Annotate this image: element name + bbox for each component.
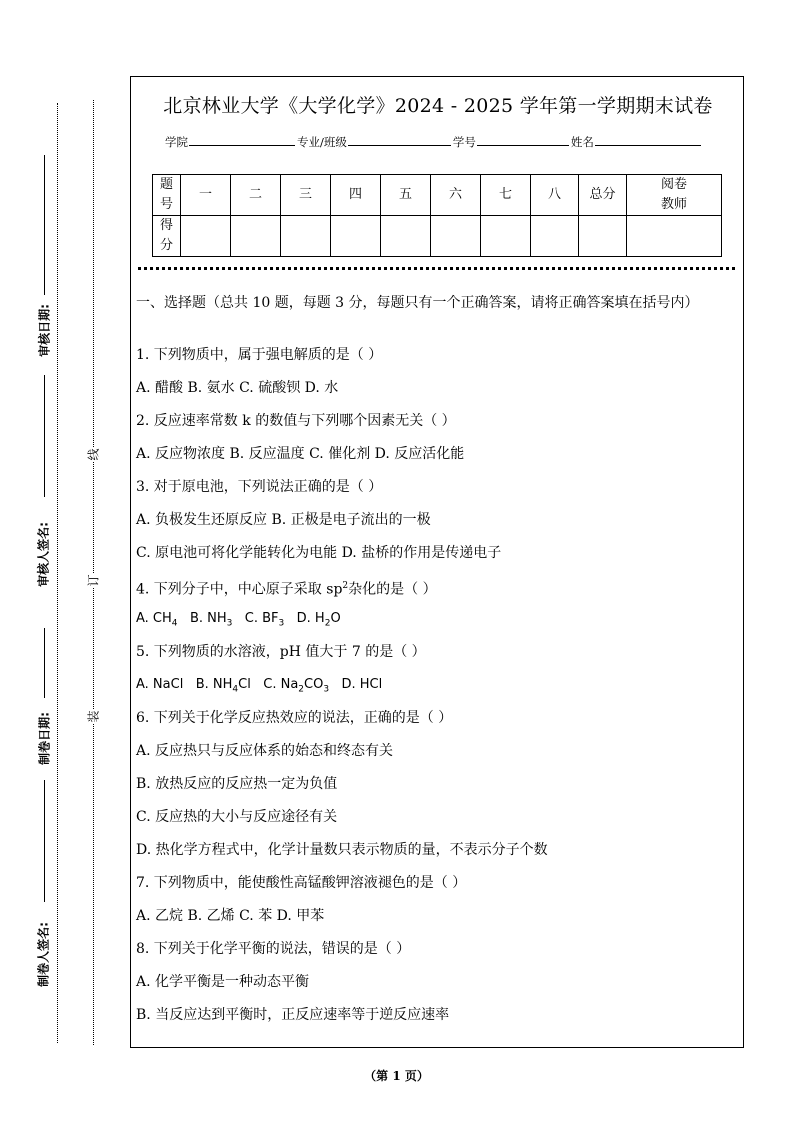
major-label: 专业/班级 <box>297 135 347 149</box>
question-6-option-b: B. 放热反应的反应热一定为负值 <box>136 776 338 792</box>
question-6-option-c: C. 反应热的大小与反应途径有关 <box>136 809 338 825</box>
reviewer-sign-label: 审核人签名: <box>36 522 51 587</box>
score-table-score-row <box>153 216 722 257</box>
student-id-field[interactable] <box>477 133 569 146</box>
maker-sign-underline <box>44 780 45 902</box>
question-7: 7. 下列物质中，能使酸性高锰酸钾溶液褪色的是（ ） <box>136 875 467 891</box>
maker-date-underline <box>44 628 45 698</box>
score-col-5: 五 <box>381 175 431 216</box>
major-field[interactable] <box>348 133 451 146</box>
score-table <box>152 174 722 257</box>
score-cell[interactable] <box>231 216 281 257</box>
binding-line-char: 线 <box>86 448 101 461</box>
score-col-8: 八 <box>531 175 579 216</box>
score-table-header-row <box>153 175 722 216</box>
reviewer-date-underline <box>44 155 45 295</box>
exam-title: 北京林业大学《大学化学》2024 - 2025 学年第一学期期末试卷 <box>163 95 713 117</box>
score-cell[interactable] <box>181 216 231 257</box>
score-col-3: 三 <box>281 175 331 216</box>
reviewer-sign-underline <box>44 375 45 497</box>
question-5-options: A. NaCl B. $NH_4Cl$ C. $Na_2CO_3$ D. HCl <box>136 677 383 695</box>
college-field[interactable] <box>189 133 295 146</box>
question-3-options-cd: C. 原电池可将化学能转化为电能 D. 盐桥的作用是传递电子 <box>136 545 502 561</box>
question-3-options-ab: A. 负极发生还原反应 B. 正极是电子流出的一极 <box>136 512 431 528</box>
binding-dotted-line-left <box>57 103 58 1043</box>
score-cell[interactable] <box>627 216 722 257</box>
maker-sign-label: 制卷人签名: <box>36 922 51 987</box>
dotted-separator <box>138 267 735 270</box>
score-cell[interactable] <box>481 216 531 257</box>
name-field[interactable] <box>595 133 701 146</box>
question-4-text-pre: 4. 下列分子中，中心原子采取 sp <box>136 581 343 598</box>
question-5: 5. 下列物质的水溶液，pH 值大于 7 的是（ ） <box>136 644 426 660</box>
score-col-grader: 阅卷教师 <box>627 175 722 216</box>
question-2-options: A. 反应物浓度 B. 反应温度 C. 催化剂 D. 反应活化能 <box>136 446 465 462</box>
name-label: 姓名 <box>570 135 594 149</box>
score-cell[interactable] <box>381 216 431 257</box>
score-col-7: 七 <box>481 175 531 216</box>
question-3: 3. 对于原电池，下列说法正确的是（ ） <box>136 479 383 495</box>
score-cell[interactable] <box>431 216 481 257</box>
college-label: 学院 <box>165 135 188 149</box>
question-2: 2. 反应速率常数 k 的数值与下列哪个因素无关（ ） <box>136 413 456 429</box>
page-number: （第 1 页） <box>364 1069 429 1083</box>
binding-seal-char: 装 <box>86 710 101 723</box>
question-8-option-a: A. 化学平衡是一种动态平衡 <box>136 974 310 990</box>
score-cell[interactable] <box>331 216 381 257</box>
question-4-text-post: 杂化的是（ ） <box>348 581 437 598</box>
score-cell[interactable] <box>281 216 331 257</box>
question-4-options: A. $CH_4$ B. $NH_3$ C. $BF_3$ D. $H_2O$ <box>136 611 341 629</box>
question-8: 8. 下列关于化学平衡的说法，错误的是（ ） <box>136 941 411 957</box>
question-8-option-b: B. 当反应达到平衡时，正反应速率等于逆反应速率 <box>136 1007 450 1023</box>
question-6: 6. 下列关于化学反应热效应的说法，正确的是（ ） <box>136 710 453 726</box>
maker-date-label: 制卷日期: <box>37 712 52 765</box>
score-row-label-qno: 题号 <box>153 175 181 216</box>
question-6-option-a: A. 反应热只与反应体系的始态和终态有关 <box>136 743 394 759</box>
score-col-2: 二 <box>231 175 281 216</box>
score-col-1: 一 <box>181 175 231 216</box>
binding-order-char: 订 <box>86 574 101 587</box>
question-1: 1. 下列物质中，属于强电解质的是（ ） <box>136 347 383 363</box>
exam-frame <box>130 76 744 1048</box>
question-1-options: A. 醋酸 B. 氨水 C. 硫酸钡 D. 水 <box>136 380 339 396</box>
reviewer-date-label: 审核日期: <box>37 304 52 357</box>
score-col-6: 六 <box>431 175 481 216</box>
student-info-row <box>165 133 703 150</box>
score-row-label-score: 得分 <box>153 216 181 257</box>
score-cell[interactable] <box>531 216 579 257</box>
question-6-option-d: D. 热化学方程式中，化学计量数只表示物质的量，不表示分子个数 <box>136 842 548 858</box>
student-id-label: 学号 <box>452 135 476 149</box>
section-1-instruction: 一、选择题（总共 10 题，每题 3 分，每题只有一个正确答案，请将正确答案填在括号内） <box>136 295 699 311</box>
score-col-4: 四 <box>331 175 381 216</box>
score-col-total: 总分 <box>579 175 627 216</box>
question-4 <box>136 574 437 602</box>
question-7-options: A. 乙烷 B. 乙烯 C. 苯 D. 甲苯 <box>136 908 325 924</box>
score-cell[interactable] <box>579 216 627 257</box>
question-4-sup: 2 <box>342 581 349 591</box>
